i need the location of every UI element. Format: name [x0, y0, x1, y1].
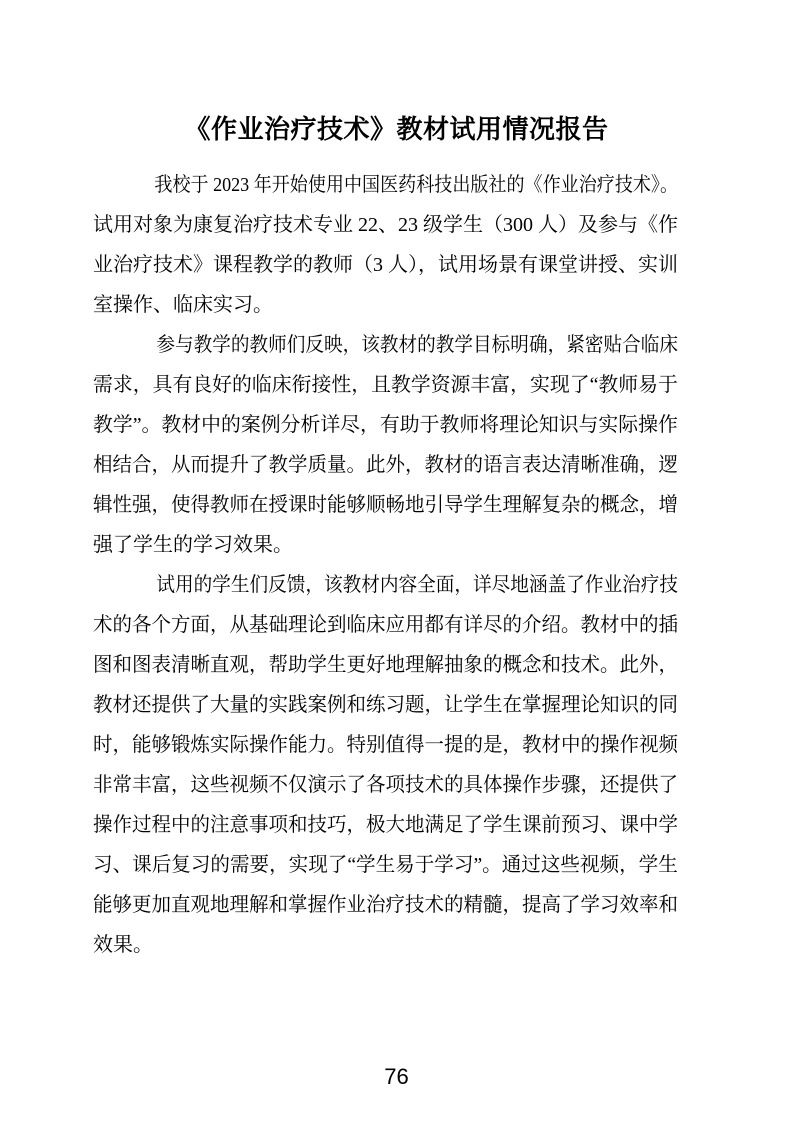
- text-line: 教材还提供了大量的实践案例和练习题，让学生在掌握理论知识的同: [93, 694, 678, 716]
- paragraph-2: [93, 325, 678, 565]
- text-line: 参与教学的教师们反映，该教材的教学目标明确，紧密贴合临床: [156, 334, 678, 356]
- page-number: 76: [384, 1064, 409, 1089]
- document-body: [93, 165, 678, 965]
- text-line: 习、课后复习的需要，实现了“学生易于学习”。通过这些视频，学生: [93, 854, 678, 876]
- text-line: 操作过程中的注意事项和技巧，极大地满足了学生课前预习、课中学: [93, 814, 678, 836]
- paragraph-1: [93, 165, 678, 325]
- paragraph-3: [93, 565, 678, 965]
- text-line: 相结合，从而提升了教学质量。此外，教材的语言表达清晰准确，逻: [93, 454, 678, 476]
- text-line: 术的各个方面，从基础理论到临床应用都有详尽的介绍。教材中的插: [93, 614, 678, 636]
- text-line: 教学”。教材中的案例分析详尽，有助于教师将理论知识与实际操作: [93, 414, 678, 436]
- text-line: 室操作、临床实习。: [93, 294, 273, 316]
- text-line: 辑性强，使得教师在授课时能够顺畅地引导学生理解复杂的概念，增: [93, 494, 678, 516]
- text-line: 图和图表清晰直观，帮助学生更好地理解抽象的概念和技术。此外，: [93, 654, 678, 676]
- text-line: 需求，具有良好的临床衔接性，且教学资源丰富，实现了“教师易于: [93, 374, 678, 396]
- text-line: 非常丰富，这些视频不仅演示了各项技术的具体操作步骤，还提供了: [93, 774, 678, 796]
- text-line: 业治疗技术》课程教学的教师（3 人），试用场景有课堂讲授、实训: [93, 254, 678, 276]
- text-line: 我校于 2023 年开始使用中国医药科技出版社的《作业治疗技术》。: [154, 174, 679, 196]
- text-line: 试用的学生们反馈，该教材内容全面，详尽地涵盖了作业治疗技: [156, 574, 678, 596]
- text-line: 效果。: [93, 934, 153, 956]
- text-line: 试用对象为康复治疗技术专业 22、23 级学生（300 人）及参与《作: [93, 214, 678, 236]
- text-line: 能够更加直观地理解和掌握作业治疗技术的精髓，提高了学习效率和: [93, 894, 678, 916]
- text-line: 时，能够锻炼实际操作能力。特别值得一提的是，教材中的操作视频: [93, 734, 678, 756]
- text-line: 强了学生的学习效果。: [93, 534, 293, 556]
- document-title: 《作业治疗技术》教材试用情况报告: [184, 115, 609, 145]
